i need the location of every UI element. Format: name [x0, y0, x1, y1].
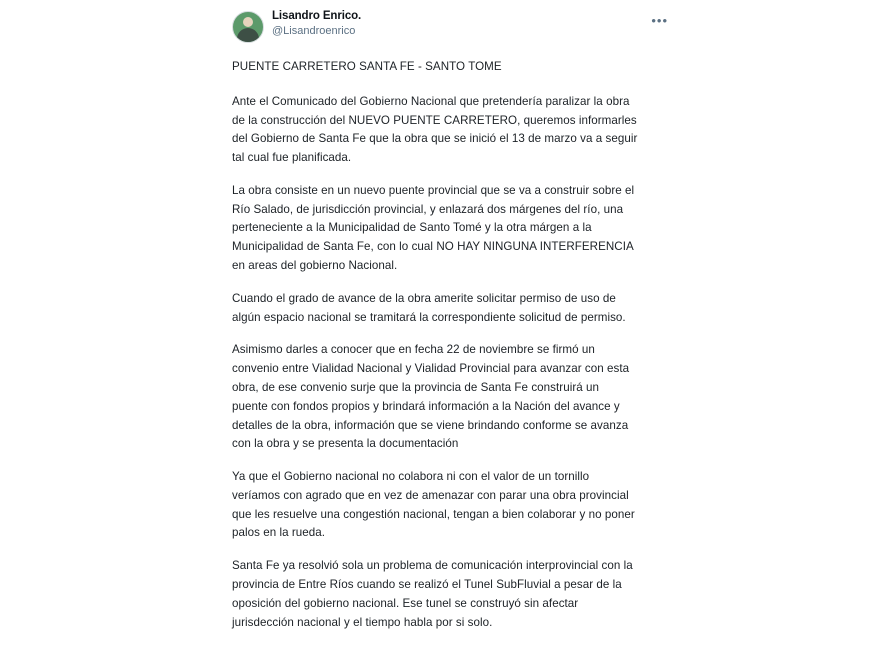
- tweet-text: [232, 58, 638, 632]
- avatar-body-shape: [237, 28, 259, 42]
- author-names: [272, 10, 361, 38]
- tweet-paragraph: Cuando el grado de avance de la obra amerite solicitar permiso de uso de algún espacio nacional se tramitará la correspondiente solicitud de permiso.: [232, 291, 626, 324]
- tweet-paragraph-title: PUENTE CARRETERO SANTA FE - SANTO TOME: [232, 60, 502, 73]
- tweet-card: [232, 0, 668, 646]
- tweet-header: [232, 10, 668, 50]
- tweet-paragraph: La obra consiste en un nuevo puente provincial que se va a construir sobre el Río Salado, de jurisdicción provincial, y enlazará dos márgenes del río, una perteneciente a la Municipalidad de Santo Tomé y la otra márgen a la Municipalidad de Santa Fe, con lo cual NO HAY NINGUNA INTERFERENCIA en areas del gobierno Nacional.: [232, 183, 635, 273]
- avatar[interactable]: [232, 11, 264, 43]
- tweet-paragraph: Ya que el Gobierno nacional no colabora ni con el valor de un tornillo veríamos con agrado que en vez de amenazar con parar una obra provincial que les resuelve una congestión nacional, tengan a bien colaborar y no poner palos en la rueda.: [232, 470, 635, 540]
- avatar-head-shape: [243, 17, 253, 27]
- author-display-name[interactable]: Lisandro Enrico.: [272, 10, 362, 22]
- author-handle[interactable]: @Lisandroenrico: [272, 25, 356, 38]
- tweet-paragraph: Ante el Comunicado del Gobierno Nacional que pretendería paralizar la obra de la construcción del NUEVO PUENTE CARRETERO, queremos informarles del Gobierno de Santa Fe que la obra que se inició el 13 de marzo va a seguir tal cual fue planificada.: [232, 94, 638, 165]
- tweet-paragraph: Santa Fe ya resolvió sola un problema de comunicación interprovincial con la provincia de Entre Ríos cuando se realizó el Tunel SubFluvial a pesar de la oposición del gobierno nacional. Ese tunel se construyó sin afectar jurisdección nacional y el tiempo habla por si solo.: [232, 559, 633, 629]
- more-options-icon[interactable]: •••: [651, 13, 668, 28]
- tweet-paragraph: Asimismo darles a conocer que en fecha 22 de noviembre se firmó un convenio entre Vialidad Nacional y Vialidad Provincial para avanzar con esta obra, de ese convenio surje que la provincia de Santa Fe construirá un puente con fondos propios y brindará información a la Nación del avance y detalles de la obra, información que se viene brindando conforme se avanza con la obra y se presenta la documentación: [232, 343, 630, 451]
